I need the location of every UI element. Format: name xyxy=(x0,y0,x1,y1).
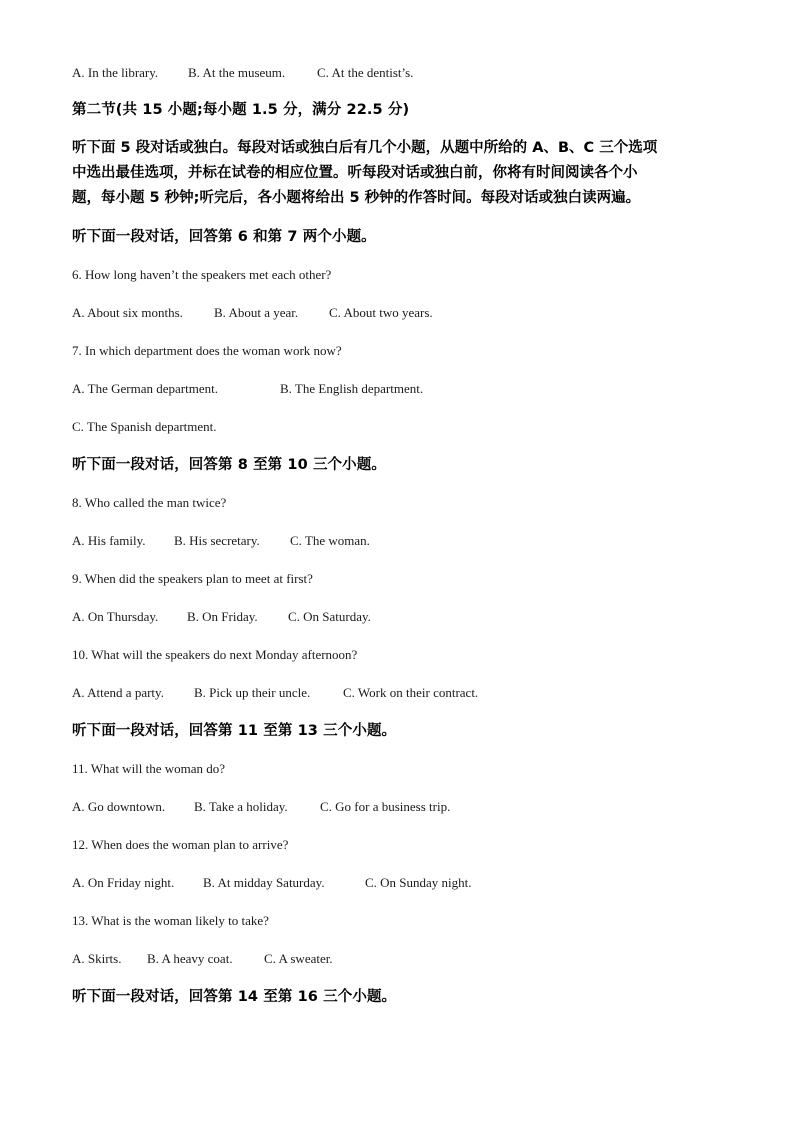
q8-options xyxy=(72,533,370,549)
q10-option-b: B. Pick up their uncle. xyxy=(194,685,311,700)
instructions-line-3: 题，每小题 5 秒钟;听完后，各小题将给出 5 秒钟的作答时间。每段对话或独白读两遍。 xyxy=(72,190,641,206)
section2-heading: 第二节(共 15 小题;每小题 1.5 分，满分 22.5 分) xyxy=(72,102,410,118)
group4-heading: 听下面一段对话，回答第 14 至第 16 三个小题。 xyxy=(72,989,397,1005)
q11-stem: 11. What will the woman do? xyxy=(72,761,226,776)
q12-option-a: A. On Friday night. xyxy=(72,875,175,890)
q11-options xyxy=(72,799,450,815)
q11-option-c: C. Go for a business trip. xyxy=(320,799,451,814)
q9-options xyxy=(72,609,371,625)
q9-stem: 9. When did the speakers plan to meet at first? xyxy=(72,571,313,586)
q10-options xyxy=(72,685,478,701)
instructions-line-1: 听下面 5 段对话或独白。每段对话或独白后有几个小题，从题中所给的 A、B、C 三个选项 xyxy=(72,140,658,156)
q7-stem: 7. In which department does the woman work now? xyxy=(72,343,342,358)
q7-option-b: B. The English department. xyxy=(280,381,424,396)
q10-stem: 10. What will the speakers do next Monday afternoon? xyxy=(72,647,358,662)
q7-option-c: C. The Spanish department. xyxy=(72,419,217,434)
q7-option-a: A. The German department. xyxy=(72,381,218,396)
q11-option-b: B. Take a holiday. xyxy=(194,799,288,814)
q6-option-a: A. About six months. xyxy=(72,305,183,320)
q10-option-a: A. Attend a party. xyxy=(72,685,164,700)
q6-option-c: C. About two years. xyxy=(329,305,433,320)
q9-option-c: C. On Saturday. xyxy=(288,609,371,624)
q6-stem: 6. How long haven’t the speakers met each other? xyxy=(72,267,332,282)
q13-option-a: A. Skirts. xyxy=(72,951,122,966)
q11-option-a: A. Go downtown. xyxy=(72,799,166,814)
group3-heading: 听下面一段对话，回答第 11 至第 13 三个小题。 xyxy=(72,723,397,739)
q8-option-b: B. His secretary. xyxy=(174,533,260,548)
q13-options xyxy=(72,951,333,967)
q5-option-b: B. At the museum. xyxy=(188,65,286,80)
q12-option-b: B. At midday Saturday. xyxy=(203,875,325,890)
group2-heading: 听下面一段对话，回答第 8 至第 10 三个小题。 xyxy=(72,457,386,473)
q13-option-c: C. A sweater. xyxy=(264,951,333,966)
group1-heading: 听下面一段对话，回答第 6 和第 7 两个小题。 xyxy=(72,229,376,245)
q13-option-b: B. A heavy coat. xyxy=(147,951,233,966)
q8-option-a: A. His family. xyxy=(72,533,146,548)
section2-instructions xyxy=(72,136,722,211)
q12-options xyxy=(72,875,472,891)
q5-options xyxy=(72,65,413,81)
q6-options xyxy=(72,305,433,321)
instructions-line-2: 中选出最佳选项，并标在试卷的相应位置。听每段对话或独白前，你将有时间阅读各个小 xyxy=(72,165,638,181)
q9-option-b: B. On Friday. xyxy=(187,609,258,624)
q9-option-a: A. On Thursday. xyxy=(72,609,159,624)
q5-option-c: C. At the dentist’s. xyxy=(317,65,414,80)
q12-option-c: C. On Sunday night. xyxy=(365,875,472,890)
q6-option-b: B. About a year. xyxy=(214,305,299,320)
q13-stem: 13. What is the woman likely to take? xyxy=(72,913,269,928)
q5-option-a: A. In the library. xyxy=(72,65,159,80)
q7-options xyxy=(72,381,423,397)
q8-stem: 8. Who called the man twice? xyxy=(72,495,227,510)
q10-option-c: C. Work on their contract. xyxy=(343,685,479,700)
q8-option-c: C. The woman. xyxy=(290,533,370,548)
q12-stem: 12. When does the woman plan to arrive? xyxy=(72,837,289,852)
